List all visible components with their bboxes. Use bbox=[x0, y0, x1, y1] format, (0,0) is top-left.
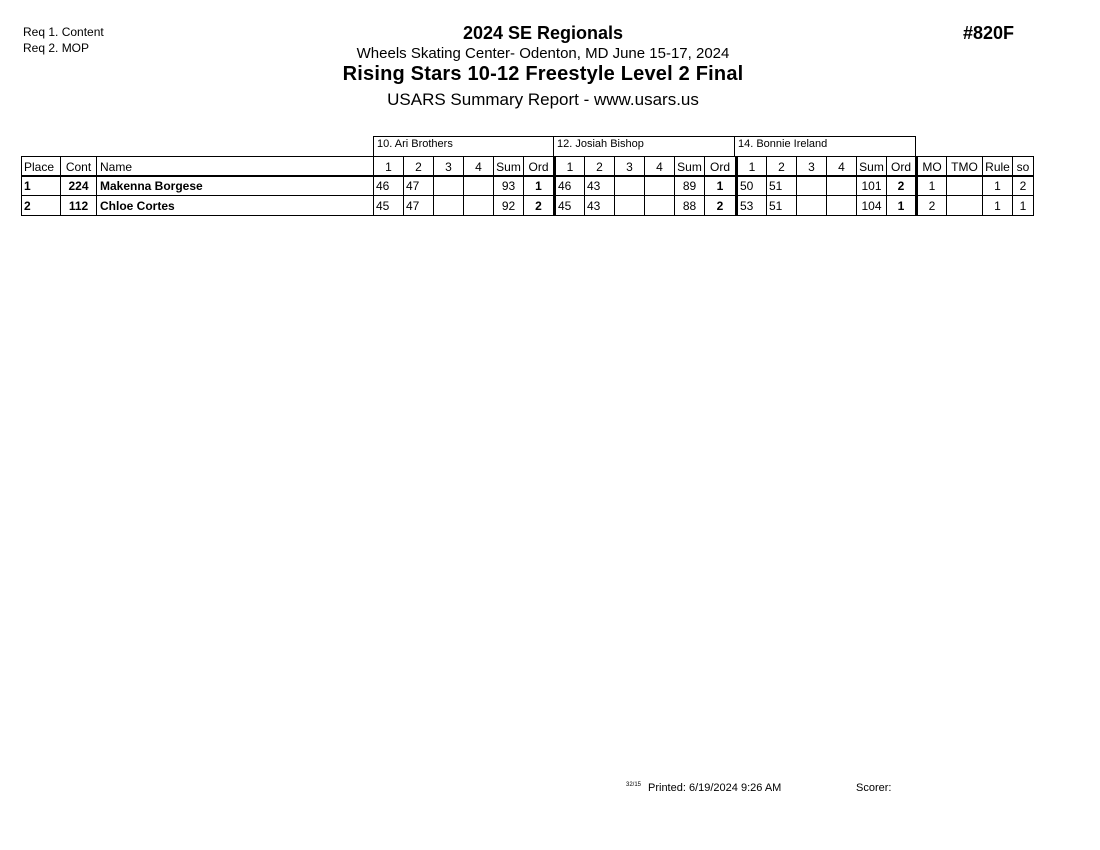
page-title: 2024 SE Regionals bbox=[462, 23, 624, 43]
table-row bbox=[22, 176, 1034, 196]
cell-tmo bbox=[947, 176, 983, 196]
cell-sum: 93 bbox=[494, 176, 524, 196]
col-j3-sum: Sum bbox=[857, 157, 887, 176]
judge-header-2: 12. Josiah Bishop bbox=[553, 136, 735, 156]
cell-score: 51 bbox=[767, 196, 797, 216]
col-name: Name bbox=[97, 157, 374, 176]
col-j3-1: 1 bbox=[737, 157, 767, 176]
col-so: so bbox=[1013, 157, 1034, 176]
cell-mo: 2 bbox=[917, 196, 947, 216]
cell-sum: 101 bbox=[857, 176, 887, 196]
event-number: #820F bbox=[963, 23, 1015, 43]
cell-ord: 2 bbox=[887, 176, 917, 196]
cell-score bbox=[797, 196, 827, 216]
cell-tmo bbox=[947, 196, 983, 216]
cell-score: 45 bbox=[374, 196, 404, 216]
results-table bbox=[21, 156, 1034, 216]
col-j2-4: 4 bbox=[645, 157, 675, 176]
column-header-row bbox=[22, 157, 1034, 176]
footer-code: 32/15 bbox=[626, 782, 642, 788]
cell-place: 2 bbox=[22, 196, 61, 216]
cell-rule: 1 bbox=[983, 196, 1013, 216]
cell-name: Makenna Borgese bbox=[97, 176, 374, 196]
col-tmo: TMO bbox=[947, 157, 983, 176]
col-j1-1: 1 bbox=[374, 157, 404, 176]
cell-score: 53 bbox=[737, 196, 767, 216]
col-j3-4: 4 bbox=[827, 157, 857, 176]
col-j3-3: 3 bbox=[797, 157, 827, 176]
cell-score: 46 bbox=[555, 176, 585, 196]
scorer-label: Scorer: bbox=[856, 782, 892, 794]
cell-score bbox=[615, 176, 645, 196]
judge-header-1: 10. Ari Brothers bbox=[373, 136, 554, 156]
venue-line: Wheels Skating Center- Odenton, MD June 15-17, 2024 bbox=[356, 45, 730, 62]
cell-sum: 104 bbox=[857, 196, 887, 216]
cell-score bbox=[464, 196, 494, 216]
cell-mo: 1 bbox=[917, 176, 947, 196]
cell-score: 46 bbox=[374, 176, 404, 196]
cell-sum: 89 bbox=[675, 176, 705, 196]
cell-score bbox=[645, 176, 675, 196]
cell-score bbox=[645, 196, 675, 216]
cell-sum: 92 bbox=[494, 196, 524, 216]
cell-score: 43 bbox=[585, 196, 615, 216]
cell-score bbox=[464, 176, 494, 196]
cell-score bbox=[797, 176, 827, 196]
cell-ord: 2 bbox=[524, 196, 555, 216]
cell-ord: 1 bbox=[705, 176, 737, 196]
col-j2-ord: Ord bbox=[705, 157, 737, 176]
cell-rule: 1 bbox=[983, 176, 1013, 196]
requirement-1: Req 1. Content bbox=[23, 25, 104, 39]
cell-so: 1 bbox=[1013, 196, 1034, 216]
cell-score: 47 bbox=[404, 196, 434, 216]
cell-ord: 1 bbox=[887, 196, 917, 216]
col-j1-2: 2 bbox=[404, 157, 434, 176]
cell-so: 2 bbox=[1013, 176, 1034, 196]
cell-score: 51 bbox=[767, 176, 797, 196]
col-cont: Cont bbox=[61, 157, 97, 176]
cell-name: Chloe Cortes bbox=[97, 196, 374, 216]
event-title: Rising Stars 10-12 Freestyle Level 2 Final bbox=[342, 63, 744, 85]
cell-ord: 1 bbox=[524, 176, 555, 196]
cell-score: 45 bbox=[555, 196, 585, 216]
col-j1-4: 4 bbox=[464, 157, 494, 176]
col-mo: MO bbox=[917, 157, 947, 176]
cell-score bbox=[434, 196, 464, 216]
col-j1-sum: Sum bbox=[494, 157, 524, 176]
cell-cont: 224 bbox=[61, 176, 97, 196]
col-place: Place bbox=[22, 157, 61, 176]
table-row bbox=[22, 196, 1034, 216]
cell-score bbox=[827, 196, 857, 216]
cell-place: 1 bbox=[22, 176, 61, 196]
cell-score: 43 bbox=[585, 176, 615, 196]
col-rule: Rule bbox=[983, 157, 1013, 176]
col-j1-3: 3 bbox=[434, 157, 464, 176]
cell-sum: 88 bbox=[675, 196, 705, 216]
cell-cont: 112 bbox=[61, 196, 97, 216]
report-title: USARS Summary Report - www.usars.us bbox=[387, 90, 699, 109]
cell-score: 47 bbox=[404, 176, 434, 196]
col-j2-sum: Sum bbox=[675, 157, 705, 176]
cell-score bbox=[434, 176, 464, 196]
col-j2-2: 2 bbox=[585, 157, 615, 176]
col-j3-2: 2 bbox=[767, 157, 797, 176]
col-j1-ord: Ord bbox=[524, 157, 555, 176]
col-j2-1: 1 bbox=[555, 157, 585, 176]
cell-ord: 2 bbox=[705, 196, 737, 216]
cell-score bbox=[827, 176, 857, 196]
cell-score: 50 bbox=[737, 176, 767, 196]
printed-timestamp: Printed: 6/19/2024 9:26 AM bbox=[648, 782, 782, 794]
cell-score bbox=[615, 196, 645, 216]
col-j3-ord: Ord bbox=[887, 157, 917, 176]
col-j2-3: 3 bbox=[615, 157, 645, 176]
judge-header-3: 14. Bonnie Ireland bbox=[734, 136, 916, 156]
requirement-2: Req 2. MOP bbox=[23, 41, 90, 55]
